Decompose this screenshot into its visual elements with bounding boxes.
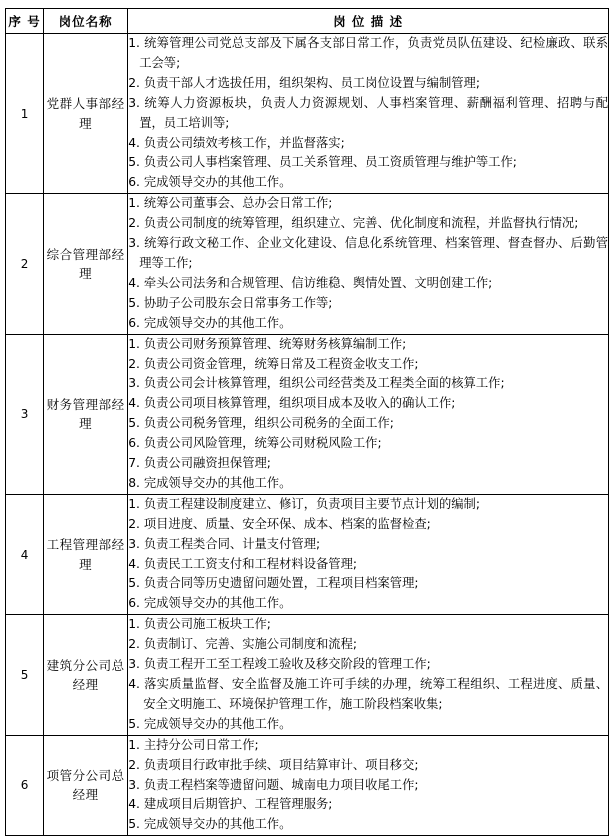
row-number: 1 (6, 34, 44, 194)
table-body (6, 34, 609, 836)
position-name: 项管分公司总经理 (44, 735, 128, 836)
description-line: 5. 协助子公司股东会日常事务工作等; (128, 295, 333, 310)
description-line: 4. 负责公司绩效考核工作，并监督落实; (128, 135, 345, 150)
description-line: 3. 统筹行政文秘工作、企业文化建设、信息化系统管理、档案管理、督查督办、后勤管理等工作; (128, 236, 608, 270)
position-name: 党群人事部经理 (44, 34, 128, 194)
column-header-position-description: 岗 位 描 述 (128, 9, 609, 34)
table-row (6, 334, 609, 494)
description-line: 6. 完成领导交办的其他工作。 (128, 175, 292, 190)
description-line: 1. 统筹公司董事会、总办会日常工作; (128, 196, 333, 211)
position-name: 建筑分公司总经理 (44, 615, 128, 735)
row-number: 3 (6, 334, 44, 494)
description-line: 6. 完成领导交办的其他工作。 (128, 596, 292, 611)
description-line: 3. 负责公司会计核算管理，组织公司经营类及工程类全面的核算工作; (128, 376, 505, 391)
column-header-position-name: 岗位名称 (44, 9, 128, 34)
table-row (6, 615, 609, 735)
job-description-table (5, 8, 609, 836)
description-line: 4. 负责民工工资支付和工程材料设备管理; (128, 556, 358, 571)
table-row (6, 194, 609, 334)
description-line: 2. 负责项目行政审批手续、项目结算审计、项目移交; (128, 757, 419, 772)
position-description (128, 494, 609, 614)
description-line: 1. 负责公司财务预算管理、统筹财务核算编制工作; (128, 336, 407, 351)
row-number: 4 (6, 494, 44, 614)
description-line: 1. 负责工程建设制度建立、修订，负责项目主要节点计划的编制; (128, 496, 480, 511)
position-name: 综合管理部经理 (44, 194, 128, 334)
description-line: 5. 负责公司税务管理，组织公司税务的全面工作; (128, 416, 394, 431)
position-name: 财务管理部经理 (44, 334, 128, 494)
description-line: 2. 负责制订、完善、实施公司制度和流程; (128, 637, 358, 652)
table-row (6, 494, 609, 614)
table-header (6, 9, 609, 34)
description-line: 1. 主持分公司日常工作; (128, 737, 259, 752)
position-name: 工程管理部经理 (44, 494, 128, 614)
description-line: 4. 落实质量监督、安全监督及施工许可手续的办理，统筹工程组织、工程进度、质量、安全文明施工、环境保护管理工作，施工阶段档案收集; (128, 677, 608, 711)
description-line: 6. 完成领导交办的其他工作。 (128, 315, 292, 330)
row-number: 5 (6, 615, 44, 735)
description-line: 7. 负责公司融资担保管理; (128, 456, 271, 471)
description-line: 5. 完成领导交办的其他工作。 (128, 716, 292, 731)
description-line: 2. 负责公司制度的统筹管理，组织建立、完善、优化制度和流程，并监督执行情况; (128, 216, 579, 231)
row-number: 2 (6, 194, 44, 334)
row-number: 6 (6, 735, 44, 836)
table-row (6, 34, 609, 194)
description-line: 1. 统筹管理公司党总支部及下属各支部日常工作，负责党员队伍建设、纪检廉政、联系工会等; (128, 36, 608, 70)
description-line: 6. 负责公司风险管理，统筹公司财税风险工作; (128, 436, 382, 451)
description-line: 3. 统筹人力资源板块，负责人力资源规划、人事档案管理、薪酬福利管理、招聘与配置，员工培训等; (128, 95, 608, 130)
position-description (128, 194, 609, 334)
description-line: 3. 负责工程档案等遗留问题、城南电力项目收尾工作; (128, 777, 419, 792)
description-line: 4. 建成项目后期管护、工程管理服务; (128, 797, 333, 812)
description-line: 5. 负责合同等历史遗留问题处置，工程项目档案管理; (128, 576, 419, 591)
position-description (128, 34, 609, 194)
description-line: 2. 负责公司资金管理，统筹日常及工程资金收支工作; (128, 356, 419, 371)
description-line: 3. 负责工程开工至工程竣工验收及移交阶段的管理工作; (128, 657, 431, 672)
description-line: 5. 负责公司人事档案管理、员工关系管理、员工资质管理与维护等工作; (128, 155, 517, 170)
description-line: 5. 完成领导交办的其他工作。 (128, 817, 292, 832)
column-header-no: 序 号 (6, 9, 44, 34)
position-description (128, 735, 609, 836)
description-line: 8. 完成领导交办的其他工作。 (128, 475, 292, 490)
table-row (6, 735, 609, 836)
description-line: 4. 负责公司项目核算管理，组织项目成本及收入的确认工作; (128, 396, 456, 411)
description-line: 1. 负责公司施工板块工作; (128, 617, 271, 632)
description-line: 2. 负责干部人才选拔任用，组织架构、员工岗位设置与编制管理; (128, 75, 480, 90)
description-line: 4. 牵头公司法务和合规管理、信访维稳、舆情处置、文明创建工作; (128, 275, 493, 290)
position-description (128, 615, 609, 735)
position-description (128, 334, 609, 494)
table-header-row (6, 9, 609, 34)
description-line: 2. 项目进度、质量、安全环保、成本、档案的监督检查; (128, 516, 431, 531)
description-line: 3. 负责工程类合同、计量支付管理; (128, 536, 321, 551)
